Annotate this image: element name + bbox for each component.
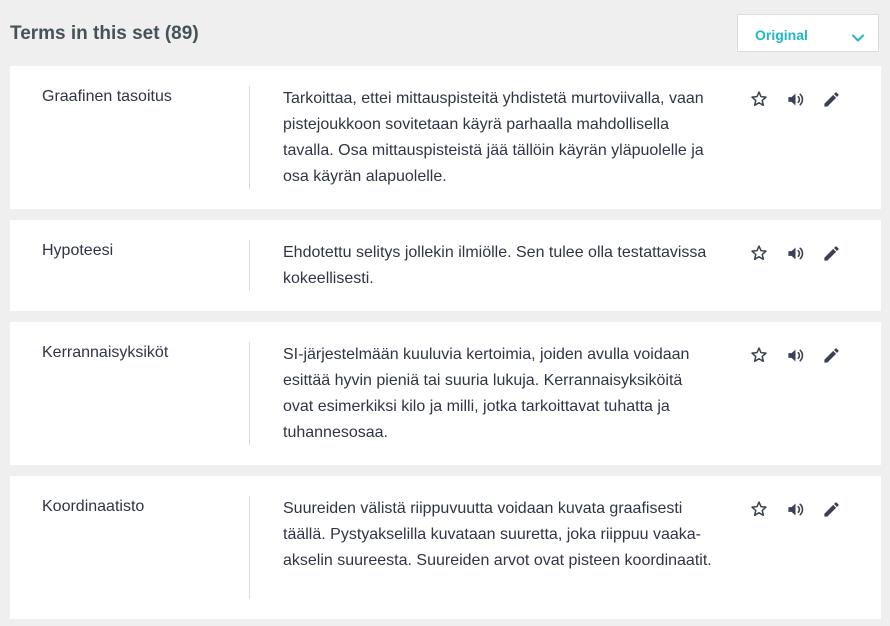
term-card [10,322,881,465]
pencil-icon[interactable] [820,344,842,366]
set-header [0,0,890,66]
star-icon[interactable] [748,498,770,520]
page-title: Terms in this set (89) [10,23,199,44]
term-card [10,220,881,311]
term-definition: Ehdotettu selitys jollekin ilmiölle. Sen tulee olla testattavissa kokeellisesti. [283,244,707,287]
divider [249,342,250,445]
star-icon[interactable] [748,88,770,110]
term-card [10,66,881,209]
star-icon[interactable] [748,344,770,366]
speaker-icon[interactable] [784,242,806,264]
speaker-icon[interactable] [784,498,806,520]
speaker-icon[interactable] [784,344,806,366]
term-word: Graafinen tasoitus [42,88,172,105]
term-card [10,476,881,619]
term-definition: SI-järjestelmään kuuluvia kertoimia, joiden avulla voidaan esittää hyvin pieniä tai suuria lukuja. Kerrannaisyksiköitä ovat esimerkiksi kilo ja milli, jotka tarkoittavat tuhatta ja tuhannesosaa. [283,346,690,441]
divider [249,496,250,599]
star-icon[interactable] [748,242,770,264]
chevron-down-icon [852,29,864,37]
sort-order-value: Original [755,27,808,43]
pencil-icon[interactable] [820,88,842,110]
pencil-icon[interactable] [820,498,842,520]
divider [249,86,250,189]
speaker-icon[interactable] [784,88,806,110]
term-definition: Suureiden välistä riippuvuutta voidaan kuvata graafisesti täällä. Pystyakselilla kuvataan suuretta, joka riippuu vaaka-akselin suureesta. Suureiden arvot ovat pisteen koordinaatit. [283,500,712,569]
term-word: Koordinaatisto [42,498,145,515]
term-word: Hypoteesi [42,242,114,259]
term-word: Kerrannaisyksiköt [42,344,169,361]
divider [249,240,250,291]
term-definition: Tarkoittaa, ettei mittauspisteitä yhdistetä murtoviivalla, vaan pistejoukkoon sovitetaan käyrä parhaalla mahdollisella tavalla. Osa mittauspisteistä jää tällöin käyrän yläpuolelle ja osa käyrän alapuolelle. [283,90,704,185]
pencil-icon[interactable] [820,242,842,264]
sort-order-select[interactable] [737,14,879,52]
